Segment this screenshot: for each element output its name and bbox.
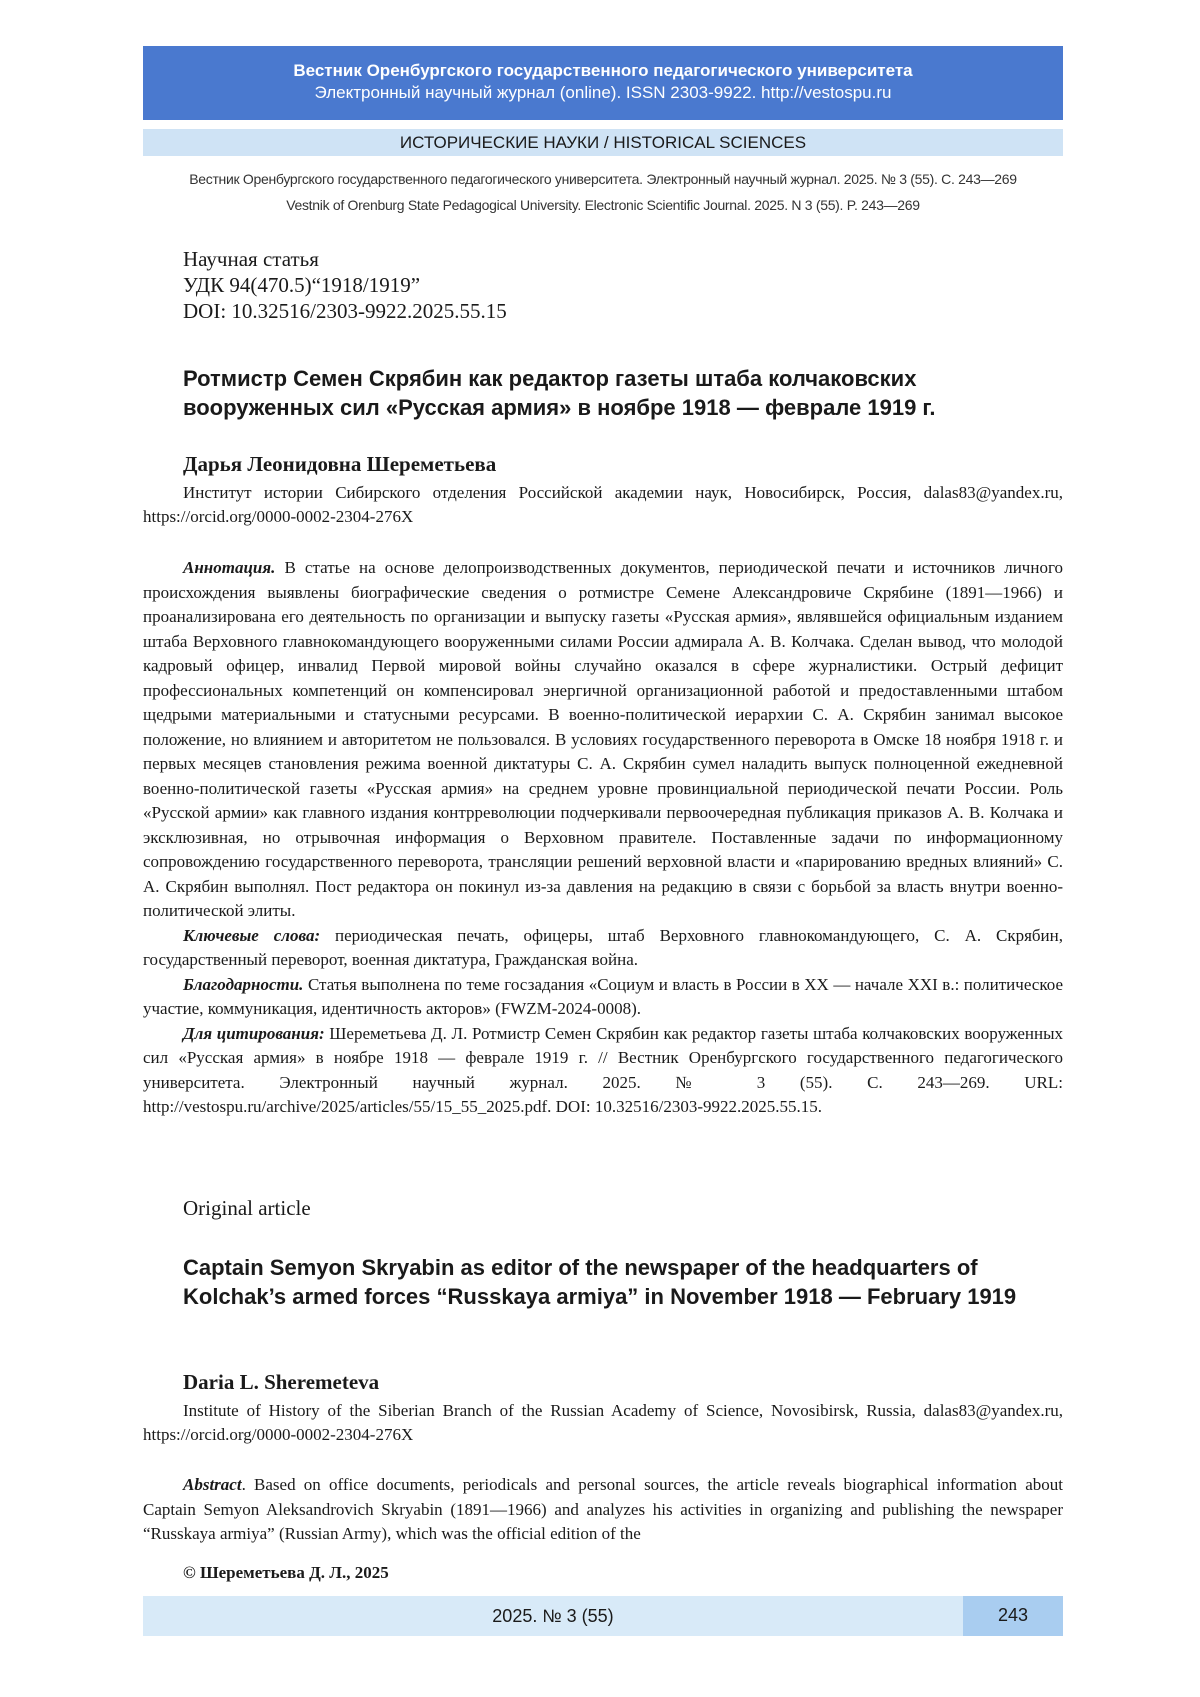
author-affiliation-en: Institute of History of the Siberian Branch of the Russian Academy of Science, Novosibirsk, Russia, dalas83@yandex.ru, https://orcid.org/0000-0002-2304-276X bbox=[143, 1401, 1063, 1444]
keywords-label: Ключевые слова: bbox=[183, 925, 321, 945]
citation-en: Vestnik of Orenburg State Pedagogical University. Electronic Scientific Journal. 2025. N 3 (55). P. 243—269 bbox=[286, 197, 920, 213]
author-name-en: Daria L. Sheremeteva bbox=[183, 1370, 380, 1394]
copyright: © Шереметьева Д. Л., 2025 bbox=[183, 1563, 389, 1582]
journal-title: Вестник Оренбургского государственного педагогического университета bbox=[293, 61, 913, 80]
article-type: Научная статья bbox=[183, 247, 319, 271]
cite-label: Для цитирования: bbox=[183, 1023, 325, 1043]
citation-ru: Вестник Оренбургского государственного педагогического университета. Электронный научный журнал. 2025. № 3 (55). С. 243—269 bbox=[189, 171, 1017, 187]
doi: DOI: 10.32516/2303-9922.2025.55.15 bbox=[183, 299, 507, 323]
footer-issue: 2025. № 3 (55) bbox=[143, 1596, 963, 1636]
author-name-ru: Дарья Леонидовна Шереметьева bbox=[183, 452, 497, 476]
journal-citation bbox=[143, 166, 1063, 218]
thanks-text: Статья выполнена по теме госзадания «Социум и власть в России в XX — начале XXI в.: политическое участие, коммуникация, идентичность акторов» (FWZM-2024-0008). bbox=[143, 974, 1063, 1018]
keywords-text: периодическая печать, офицеры, штаб Верховного главнокомандующего, С. А. Скрябин, государственный переворот, военная диктатура, Гражданская война. bbox=[143, 925, 1063, 969]
abstract-ru-block bbox=[143, 556, 1063, 1120]
section-heading: ИСТОРИЧЕСКИЕ НАУКИ / HISTORICAL SCIENCES bbox=[143, 129, 1063, 156]
abstract-text: В статье на основе делопроизводственных документов, периодической печати и источников личного происхождения выявлены биографические сведения о ротмистре Семене Александровиче Скрябине (1891—1966) и проанализирована его деятельность по организации и выпуску газеты «Русская армия», являвшейся официальным изданием штаба Верховного главнокомандующего вооруженными силами России адмирала А. В. Колчака. Сделан вывод, что молодой кадровый офицер, инвалид Первой мировой войны случайно оказался в сфере журналистики. Острый дефицит профессиональных компетенций он компенсировал энергичной организационной работой и предоставленными штабом щедрыми материальными и статусными ресурсами. В военно-политической иерархии С. А. Скрябин занимал высокое положение, но влиянием и авторитетом не пользовался. В условиях государственного переворота в Омске 18 ноября 1918 г. и первых месяцев становления режима военной диктатуры С. А. Скрябин сумел наладить выпуск полноценной ежедневной военно-политической газеты «Русская армия» на среднем уровне провинциальной периодической печати России. Роль «Русской армии» как главного издания контрреволюции подчеркивали первоочередная публикация приказов А. В. Колчака и эксклюзивная, но отрывочная информация о Верховном правителе. Поставленные задачи по информационному сопровождению государственного переворота, трансляции решений верховной власти и «парированию вредных влияний» С. А. Скрябин выполнял. Пост редактора он покинул из-за давления на редакцию в связи с борьбой за власть внутри военно-политической элиты. bbox=[143, 558, 1064, 920]
cite-text: Шереметьева Д. Л. Ротмистр Семен Скрябин как редактор газеты штаба колчаковских вооруженных сил «Русская армия» в ноябре 1918 — феврале 1919 г. // Вестник Оренбургского государственного педагогического университета. Электронный научный журнал. 2025. № 3 (55). С. 243—269. URL: http://vestospu.ru/archive/2025/articles/55/15_55_2025.pdf. DOI: 10.32516/2303-9922.2025.55.15. bbox=[143, 1023, 1063, 1116]
citation-note-ru bbox=[143, 1022, 1063, 1120]
keywords-ru bbox=[143, 924, 1063, 973]
article-title-ru: Ротмистр Семен Скрябин как редактор газеты штаба колчаковских вооруженных сил «Русская армия» в ноябре 1918 — феврале 1919 г. bbox=[183, 366, 936, 420]
udk-code: УДК 94(470.5)“1918/1919” bbox=[183, 273, 421, 297]
abstract-ru bbox=[143, 556, 1063, 924]
journal-subtitle: Электронный научный журнал (online). ISSN 2303-9922. http://vestospu.ru bbox=[314, 83, 892, 102]
abstract-en bbox=[143, 1473, 1063, 1547]
article-type-en: Original article bbox=[183, 1196, 311, 1220]
article-title-en: Captain Semyon Skryabin as editor of the newspaper of the headquarters of Kolchak’s armed forces “Russkaya armiya” in November 1918 — February 1919 bbox=[183, 1255, 1017, 1309]
journal-banner bbox=[143, 46, 1063, 120]
thanks-label: Благодарности. bbox=[183, 974, 304, 994]
article-meta bbox=[183, 246, 507, 324]
abstract-label: Аннотация. bbox=[183, 558, 276, 577]
abstract-en-label: Abstract bbox=[183, 1475, 242, 1494]
acknowledgements-ru bbox=[143, 973, 1063, 1022]
author-affiliation-ru: Институт истории Сибирского отделения Российской академии наук, Новосибирск, Россия, dalas83@yandex.ru, https://orcid.org/0000-0002-2304-276X bbox=[143, 483, 1063, 526]
page-number: 243 bbox=[963, 1596, 1063, 1636]
abstract-en-text: . Based on office documents, periodicals and personal sources, the article reveals biographical information about Captain Semyon Aleksandrovich Skryabin (1891—1966) and analyzes his activities in organizing and publishing the newspaper “Russkaya armiya” (Russian Army), which was the official edition of the bbox=[143, 1475, 1063, 1543]
